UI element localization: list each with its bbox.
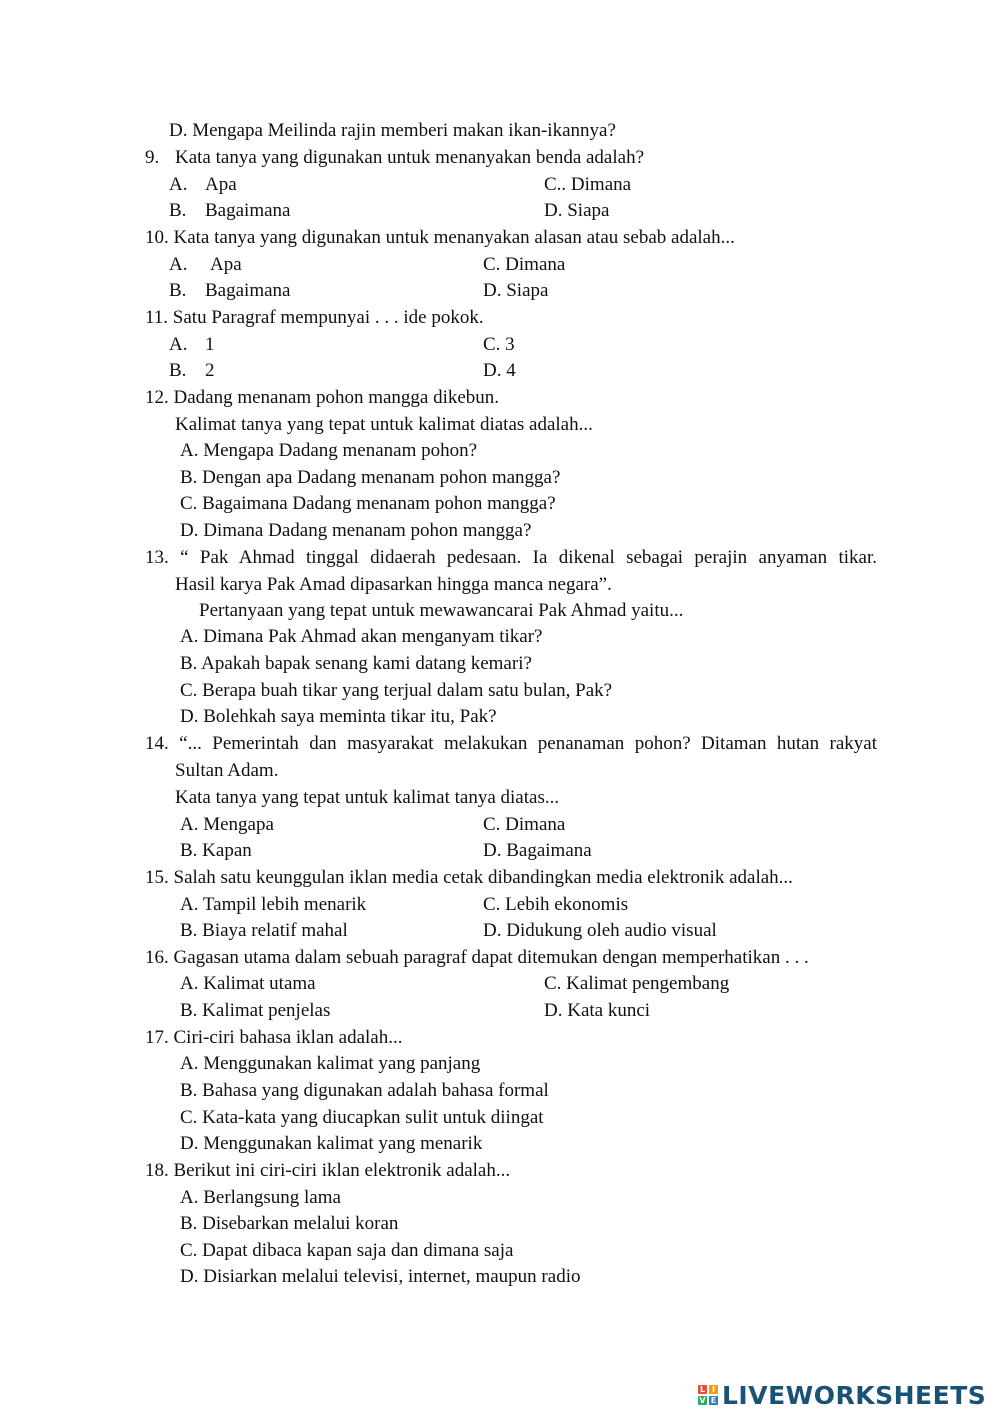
q8-option-d: D. Mengapa Meilinda rajin memberi makan ikan-ikannya?: [169, 120, 616, 141]
q9-option-c: C.. Dimana: [544, 174, 632, 195]
q16-option-a: A. Kalimat utama: [180, 973, 316, 994]
q16-option-b: B. Kalimat penjelas: [180, 1000, 331, 1021]
q11-option-b-text: 2: [205, 360, 215, 381]
q9-option-b-text: Bagaimana: [205, 200, 291, 221]
q9-option-a-letter: A.: [169, 174, 188, 195]
q9-question: Kata tanya yang digunakan untuk menanyakan benda adalah?: [175, 147, 645, 168]
q12-question: 12. Dadang menanam pohon mangga dikebun.: [145, 387, 500, 408]
logo-mark-i: I: [709, 1385, 718, 1394]
logo-mark-e: E: [710, 1396, 717, 1405]
q11-option-b-letter: B.: [169, 360, 187, 381]
q11-option-d: D. 4: [483, 360, 516, 381]
q14-option-c: C. Dimana: [483, 814, 566, 835]
q16-question: 16. Gagasan utama dalam sebuah paragraf dapat ditemukan dengan memperhatikan . . .: [145, 947, 809, 968]
q10-question: 10. Kata tanya yang digunakan untuk menanyakan alasan atau sebab adalah...: [145, 227, 735, 248]
liveworksheets-logo: [698, 1381, 986, 1409]
q14-question-cont: Sultan Adam.: [175, 760, 279, 781]
q15-question: 15. Salah satu keunggulan iklan media cetak dibandingkan media elektronik adalah...: [145, 867, 793, 888]
q15-option-a: A. Tampil lebih menarik: [180, 894, 367, 915]
q12-option-c: C. Bagaimana Dadang menanam pohon mangga?: [180, 493, 556, 514]
q14-option-b: B. Kapan: [180, 840, 252, 861]
q12-option-a: A. Mengapa Dadang menanam pohon?: [180, 440, 478, 461]
q10-option-a-text: Apa: [210, 254, 242, 275]
q9-number: 9.: [145, 147, 160, 168]
q15-option-b: B. Biaya relatif mahal: [180, 920, 348, 941]
q11-option-a-letter: A.: [169, 334, 188, 355]
q11-option-a-text: 1: [205, 334, 215, 355]
q13-prompt: Pertanyaan yang tepat untuk mewawancarai Pak Ahmad yaitu...: [199, 600, 684, 621]
q10-option-c: C. Dimana: [483, 254, 566, 275]
q10-option-b-text: Bagaimana: [205, 280, 291, 301]
q17-option-a: A. Menggunakan kalimat yang panjang: [180, 1053, 481, 1074]
logo-mark-v: V: [699, 1396, 706, 1405]
q13-option-b: B. Apakah bapak senang kami datang kemari?: [180, 653, 532, 674]
q10-option-a-letter: A.: [169, 254, 188, 275]
q11-question: 11. Satu Paragraf mempunyai . . . ide pokok.: [145, 307, 484, 328]
q18-option-b: B. Disebarkan melalui koran: [180, 1213, 399, 1234]
q18-question: 18. Berikut ini ciri-ciri iklan elektronik adalah...: [145, 1160, 511, 1181]
q9-option-b-letter: B.: [169, 200, 187, 221]
q12-option-d: D. Dimana Dadang menanam pohon mangga?: [180, 520, 532, 541]
q17-option-c: C. Kata-kata yang diucapkan sulit untuk diingat: [180, 1107, 544, 1128]
q14-option-a: A. Mengapa: [180, 814, 274, 835]
q10-option-b-letter: B.: [169, 280, 187, 301]
q16-option-c: C. Kalimat pengembang: [544, 973, 730, 994]
q14-question: 14. “... Pemerintah dan masyarakat melakukan penanaman pohon? Ditaman hutan rakyat: [145, 733, 877, 754]
q18-option-d: D. Disiarkan melalui televisi, internet, maupun radio: [180, 1266, 581, 1287]
q10-option-d: D. Siapa: [483, 280, 549, 301]
logo-mark-l: L: [699, 1385, 706, 1394]
q17-option-b: B. Bahasa yang digunakan adalah bahasa formal: [180, 1080, 549, 1101]
q16-option-d: D. Kata kunci: [544, 1000, 651, 1021]
q15-option-c: C. Lebih ekonomis: [483, 894, 629, 915]
q14-prompt: Kata tanya yang tepat untuk kalimat tanya diatas...: [175, 787, 560, 808]
q13-option-a: A. Dimana Pak Ahmad akan menganyam tikar?: [180, 626, 543, 647]
q18-option-a: A. Berlangsung lama: [180, 1187, 341, 1208]
q13-option-c: C. Berapa buah tikar yang terjual dalam satu bulan, Pak?: [180, 680, 613, 701]
q9-option-a-text: Apa: [205, 174, 237, 195]
liveworksheets-logo-text: LIVEWORKSHEETS: [722, 1380, 987, 1410]
q14-option-d: D. Bagaimana: [483, 840, 592, 861]
q13-question-cont: Hasil karya Pak Amad dipasarkan hingga manca negara”.: [175, 574, 612, 595]
q9-option-d: D. Siapa: [544, 200, 610, 221]
q18-option-c: C. Dapat dibaca kapan saja dan dimana saja: [180, 1240, 514, 1261]
q13-option-d: D. Bolehkah saya meminta tikar itu, Pak?: [180, 706, 497, 727]
q17-option-d: D. Menggunakan kalimat yang menarik: [180, 1133, 483, 1154]
q12-option-b: B. Dengan apa Dadang menanam pohon mangga?: [180, 467, 561, 488]
q13-question: 13. “ Pak Ahmad tinggal didaerah pedesaan. Ia dikenal sebagai perajin anyaman tikar.: [145, 547, 877, 568]
q11-option-c: C. 3: [483, 334, 515, 355]
q17-question: 17. Ciri-ciri bahasa iklan adalah...: [145, 1027, 403, 1048]
liveworksheets-logo-icon: [698, 1385, 718, 1405]
q12-prompt: Kalimat tanya yang tepat untuk kalimat diatas adalah...: [175, 414, 593, 435]
q15-option-d: D. Didukung oleh audio visual: [483, 920, 717, 941]
